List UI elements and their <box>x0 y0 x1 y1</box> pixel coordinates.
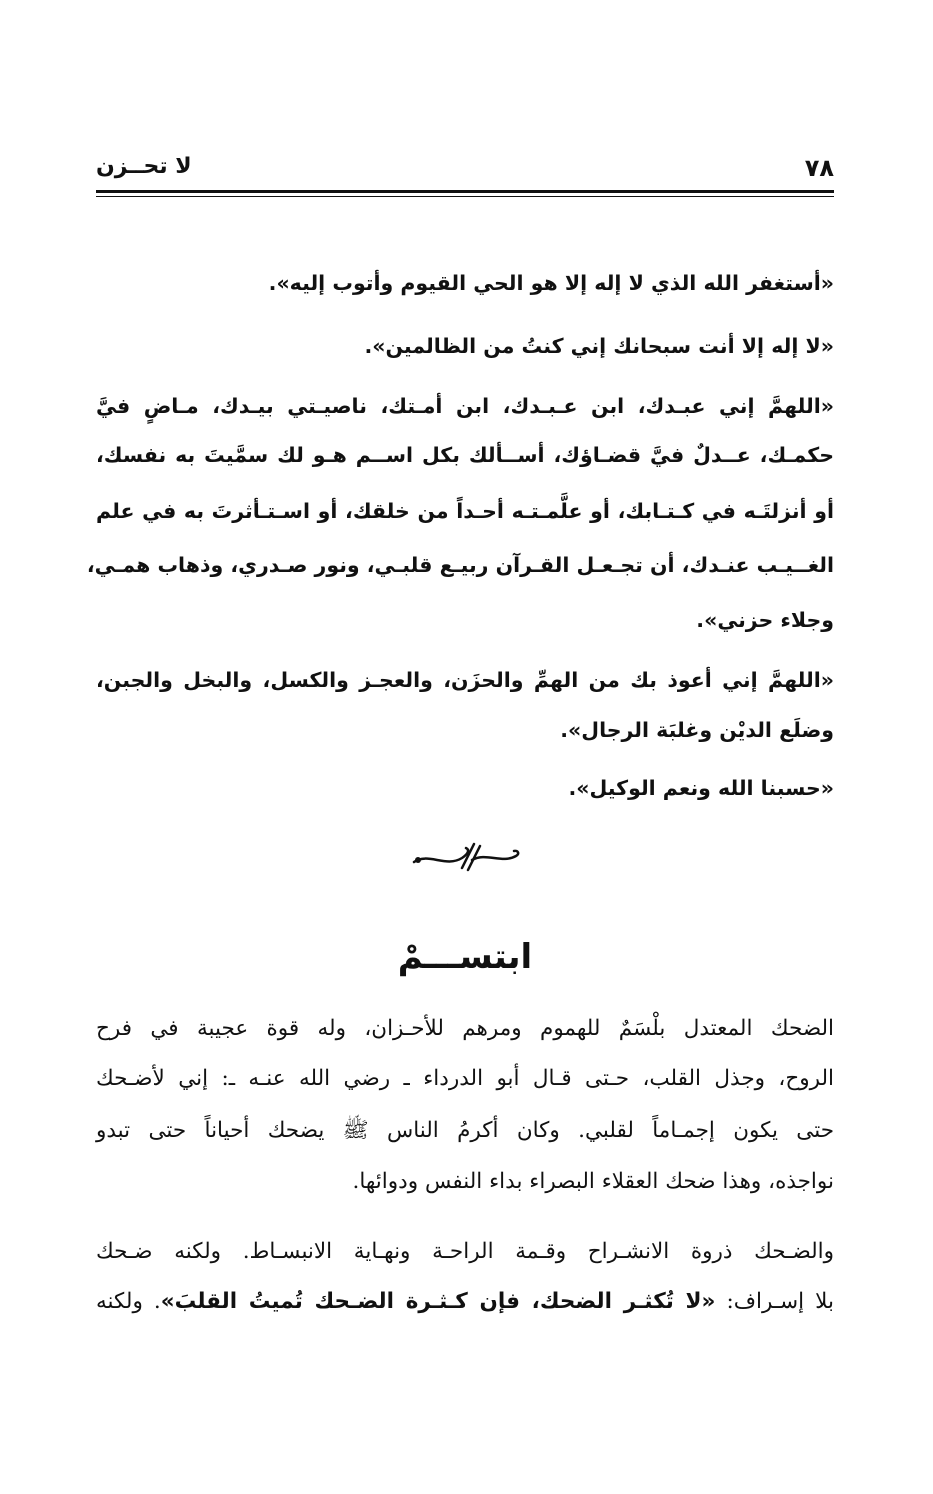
body-text: . ولكنه <box>96 1289 161 1314</box>
hadith-quote: «لا تُكثـر الضحك، فإن كـثـرة الضـحك تُميتُ القلبَ» <box>160 1289 716 1314</box>
body-line: الروح، وجذل القلب، حـتى قـال أبو الدرداء ـ رضي الله عنـه ـ: إني لأضـحك <box>96 1066 834 1091</box>
body-line: حتى يكون إجمـاماً لقلبي. وكان أكرمُ الناس ﷺ يضحك أحياناً حتى تبدو <box>96 1118 834 1143</box>
running-header <box>96 150 834 190</box>
body-line: نواجذه، وهذا ضحك العقلاء البصراء بداء النفس ودوائها. <box>352 1169 834 1194</box>
body-text: بلا إسـراف: <box>715 1289 834 1314</box>
header-rule-thin <box>96 196 834 197</box>
section-divider-ornament <box>410 838 522 878</box>
body-line: والضـحك ذروة الانشـراح وقـمة الراحـة ونهـاية الانبسـاط. ولكنه ضـحك <box>96 1239 834 1264</box>
dua-line: وجلاء حزني». <box>696 608 834 632</box>
page-number: ٧٨ <box>804 154 834 182</box>
dua-line: «لا إله إلا أنت سبحانك إني كنتُ من الظالمين». <box>364 334 834 358</box>
body-line: الضحك المعتدل بلْسَمٌ للهموم ومرهم للأحـزان، وله قوة عجيبة في فرح <box>96 1016 834 1041</box>
book-title: لا تحــزن <box>96 154 192 179</box>
dua-line: أو أنزلتَـه في كـتـابك، أو علَّمـتـه أحـداً من خلقك، أو اسـتـأثرتَ به في علم <box>96 499 834 523</box>
body-line-with-quote <box>96 1282 834 1322</box>
dua-line: الغــيـب عنـدك، أن تجـعـل القـرآن ربيـع قلبـي، ونور صـدري، وذهاب همـي، <box>86 553 834 577</box>
dua-line: حكمـك، عــدلٌ فيَّ قضـاؤك، أســألك بكل اســم هـو لك سمَّيتَ به نفسك، <box>96 443 834 467</box>
dua-line: وضلَع الديْن وغلبَة الرجال». <box>560 718 834 742</box>
dua-line: «اللهمَّ إني أعوذ بك من الهمِّ والحزَن، والعجـز والكسل، والبخل والجبن، <box>96 668 834 692</box>
dua-line: «اللهمَّ إني عبـدك، ابن عـبـدك، ابن أمـتك، ناصيـتي بيـدك، مـاضٍ فيَّ <box>96 394 834 418</box>
dua-line: «أستغفر الله الذي لا إله إلا هو الحي القيوم وأتوب إليه». <box>268 271 834 295</box>
header-rule-thick <box>96 190 834 193</box>
dua-line: «حسبنا الله ونعم الوكيل». <box>568 776 834 800</box>
section-title: ابتســـمْ <box>397 937 533 977</box>
